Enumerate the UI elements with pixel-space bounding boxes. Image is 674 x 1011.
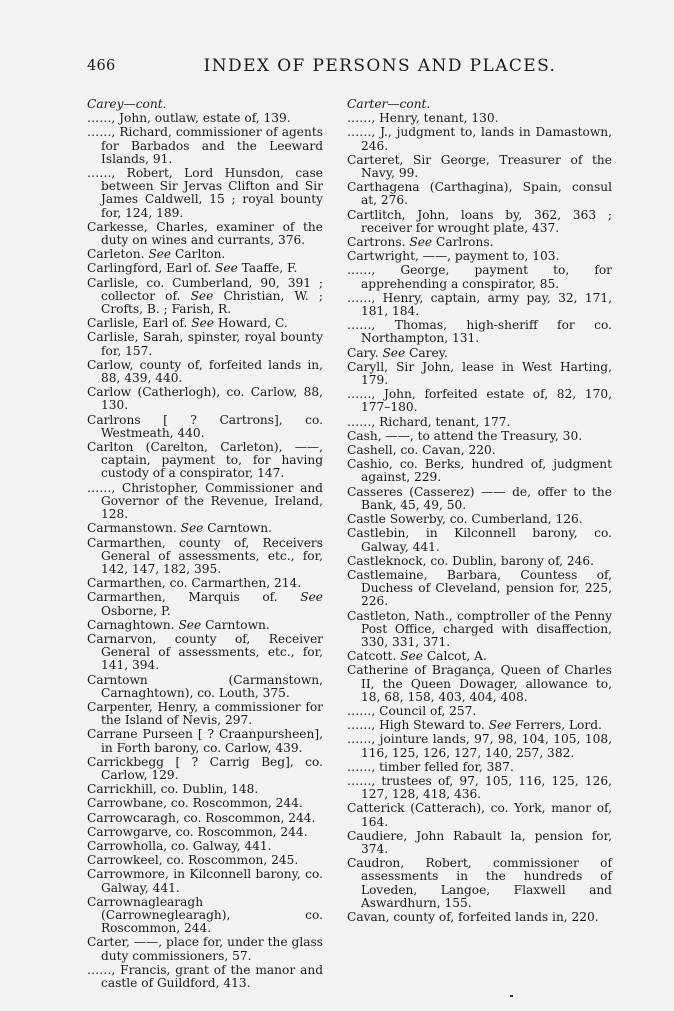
index-entry: Cartrons. See Carlrons. (347, 235, 494, 250)
index-column-right (347, 98, 612, 925)
index-entry: Cashell, co. Cavan, 220. (347, 443, 496, 458)
index-entry: Carrowkeel, co. Roscommon, 245. (87, 853, 299, 868)
index-entry: Carmarthen, co. Carmarthen, 214. (87, 576, 302, 591)
index-entry: Carrickbegg [ ? Carrig Beg], co. Carlow, 129. (87, 754, 323, 782)
index-entry: Cartlitch, John, loans by, 362, 363 ; receiver for wrought plate, 437. (347, 207, 612, 235)
index-entry: Casseres (Casserez) —— de, offer to the Bank, 45, 49, 50. (347, 484, 612, 512)
index-entry: Carlingford, Earl of. See Taaffe, F. (87, 261, 298, 276)
index-entry: Carrowmore, in Kilconnell barony, co. Galway, 441. (87, 867, 323, 895)
index-entry: Carrowholla, co. Galway, 441. (87, 838, 272, 853)
index-entry: ……, trustees of, 97, 105, 116, 125, 126, 127, 128, 418, 436. (347, 773, 612, 802)
index-entry: Castle Sowerby, co. Cumberland, 126. (347, 512, 583, 527)
index-entry: Carlton (Carelton, Carleton), ——, captain, payment to, for having custody of a conspirator, 147. (87, 440, 323, 481)
index-entry: Carnaghtown. See Carntown. (87, 617, 270, 632)
index-entry: Carmarthen, county of, Receivers General of assessments, etc., for, 142, 147, 182, 395. (87, 535, 323, 576)
index-entry: Carrane Purseen [ ? Craanpursheen], in Forth barony, co. Carlow, 439. (87, 727, 323, 755)
index-entry: Carteret, Sir George, Treasurer of the Navy, 99. (347, 152, 612, 181)
index-entry: Carmarthen, Marquis of. See Osborne, P. (87, 590, 323, 618)
index-entry: Carter, ——, place for, under the glass duty commissioners, 57. (87, 935, 323, 963)
index-entry: Carrowbane, co. Roscommon, 244. (87, 796, 303, 811)
index-entry: ……, Henry, tenant, 130. (347, 111, 499, 126)
index-entry: Carrownaglearagh (Carrowneglearagh), co. Roscommon, 244. (87, 894, 323, 936)
ink-speck (510, 995, 513, 997)
index-entry: Castleknock, co. Dublin, barony of, 246. (347, 553, 595, 568)
index-entry: Castlebin, in Kilconnell barony, co. Galway, 441. (347, 526, 612, 554)
index-entry: Carlow (Catherlogh), co. Carlow, 88, 130. (87, 385, 323, 413)
index-entry: Carrowgarve, co. Roscommon, 244. (87, 824, 308, 839)
index-entry: ……, Thomas, high-sheriff for co. Northampton, 131. (347, 318, 612, 346)
index-entry: Cartwright, ——, payment to, 103. (347, 249, 560, 264)
index-entry: ……, John, forfeited estate of, 82, 170, 177–180. (347, 387, 612, 415)
index-entry: Carnarvon, county of, Receiver General of assessments, etc., for, 141, 394. (87, 631, 323, 673)
index-entry: Carter—cont. (347, 97, 431, 111)
index-entry: Carthagena (Carthagina), Spain, consul at, 276. (347, 180, 612, 208)
page-title: INDEX OF PERSONS AND PLACES. (203, 56, 557, 76)
index-entry: ……, J., judgment to, lands in Damastown, 246. (347, 125, 612, 153)
index-entry: Cash, ——, to attend the Treasury, 30. (347, 428, 583, 443)
index-entry: Carmanstown. See Carntown. (87, 521, 272, 536)
index-entry: Castlemaine, Barbara, Countess of, Duchess of Cleveland, pension for, 225, 226. (347, 567, 612, 609)
index-entry: ……, John, outlaw, estate of, 139. (87, 111, 291, 126)
page-header (0, 54, 674, 84)
index-entry: Cashio, co. Berks, hundred of, judgment against, 229. (347, 457, 612, 485)
index-entry: Carleton. See Carlton. (87, 247, 226, 262)
index-entry: Carlisle, Earl of. See Howard, C. (87, 316, 288, 331)
index-entry: ……, Christopher, Commissioner and Governor of the Revenue, Ireland, 128. (87, 480, 323, 522)
index-entry: Carlrons [ ? Cartrons], co. Westmeath, 440. (87, 412, 323, 440)
index-entry: ……, Richard, tenant, 177. (347, 414, 511, 429)
index-entry: Caudron, Robert, commissioner of assessments in the hundreds of Loveden, Langoe, Flaxwell and Aswardhurn, 155. (347, 856, 612, 910)
index-entry: Carkesse, Charles, examiner of the duty on wines and currants, 376. (87, 219, 323, 248)
index-entry: Carntown (Carmanstown, Carnaghtown), co. Louth, 375. (87, 672, 323, 700)
index-entry: ……, Richard, commissioner of agents for Barbados and the Leeward Islands, 91. (87, 125, 323, 166)
index-entry: ……, Henry, captain, army pay, 32, 171, 181, 184. (347, 290, 612, 319)
index-entry: Carlow, county of, forfeited lands in, 88, 439, 440. (87, 357, 323, 386)
index-entry: Cavan, county of, forfeited lands in, 220. (347, 909, 599, 924)
index-entry: Carlisle, Sarah, spinster, royal bounty for, 157. (87, 330, 323, 358)
index-entry: Catcott. See Calcot, A. (347, 649, 487, 664)
index-entry: Carpenter, Henry, a commissioner for the Island of Nevis, 297. (87, 699, 323, 728)
index-entry: ……, timber felled for, 387. (347, 759, 514, 774)
index-entry: Carey—cont. (87, 97, 167, 111)
index-entry: ……, jointure lands, 97, 98, 104, 105, 108, 116, 125, 126, 127, 140, 257, 382. (347, 732, 612, 760)
index-entry: ……, Council of, 257. (347, 703, 477, 718)
index-entry: Caudiere, John Rabault la, pension for, 374. (347, 828, 612, 856)
index-entry: ……, Robert, Lord Hunsdon, case between Sir Jervas Clifton and Sir James Caldwell, 15 ; royal bounty for, 124, 189. (87, 166, 323, 220)
index-entry: Carrickhill, co. Dublin, 148. (87, 782, 259, 797)
index-entry: Caryll, Sir John, lease in West Harting, 179. (347, 359, 612, 388)
index-entry: Cary. See Carey. (347, 345, 448, 360)
index-entry: ……, Francis, grant of the manor and castle of Guildford, 413. (87, 962, 323, 990)
index-entry: ……, George, payment to, for apprehending a conspirator, 85. (347, 263, 612, 291)
index-entry: ……, High Steward to. See Ferrers, Lord. (347, 718, 602, 733)
index-entry: Catherine of Bragança, Queen of Charles II, the Queen Dowager, allowance to, 18, 68, 158, 403, 404, 408. (347, 663, 612, 704)
index-entry: Carrowcaragh, co. Roscommon, 244. (87, 810, 316, 825)
index-entry: Catterick (Catterach), co. York, manor of, 164. (347, 801, 612, 829)
index-column-left (87, 98, 323, 991)
page-number: 466 (87, 58, 116, 74)
index-entry: Carlisle, co. Cumberland, 90, 391 ; collector of. See Christian, W. ; Crofts, B. ; Farish, R. (87, 275, 323, 317)
index-entry: Castleton, Nath., comptroller of the Penny Post Office, charged with disaffection, 330, 331, 371. (347, 608, 612, 649)
